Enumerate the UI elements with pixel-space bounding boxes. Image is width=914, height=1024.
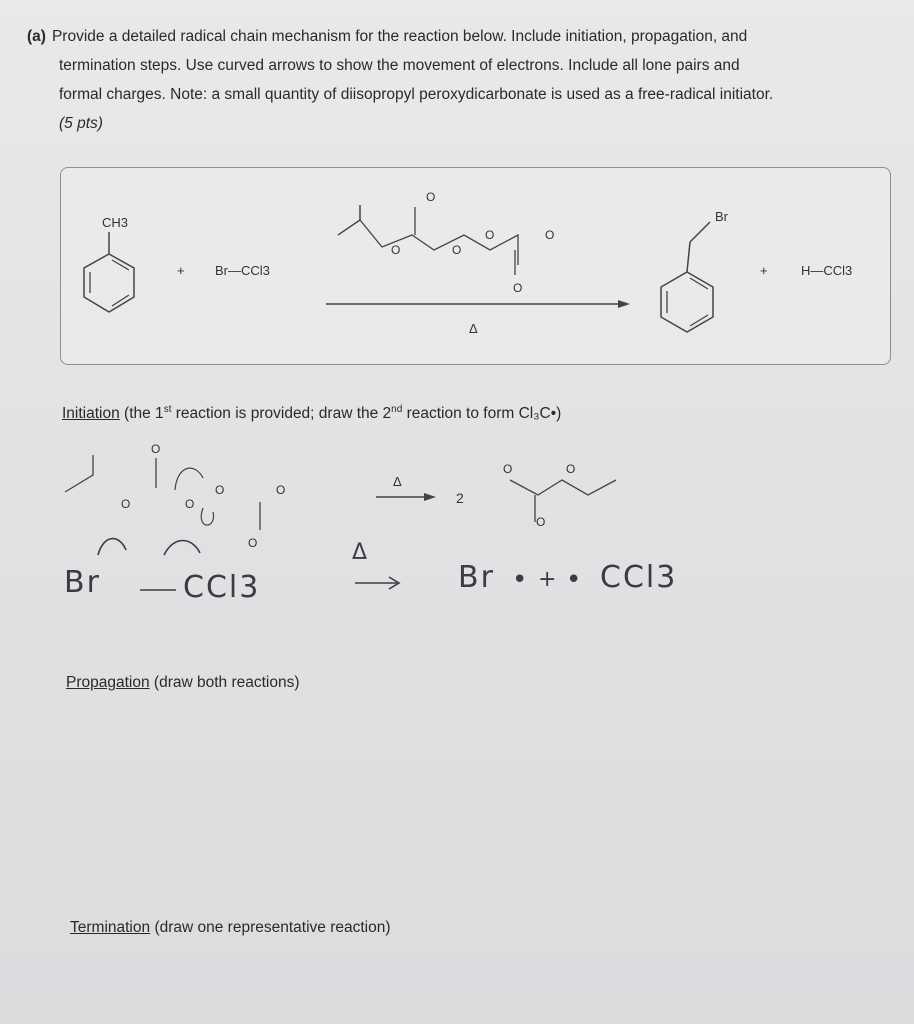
hand-br-reactant: Br — [64, 565, 101, 600]
peroxide-o-4: O — [545, 228, 555, 242]
hand-heat: Δ — [352, 540, 370, 565]
question-line-3: formal charges. Note: a small quantity of diisopropyl peroxydicarbonate is used as a free-radical initiator. — [59, 86, 774, 103]
initiation-heading: Initiation (the 1st reaction is provided; draw the 2nd reaction to form Cl₃C•) — [62, 404, 562, 423]
question-line-2: termination steps. Use curved arrows to show the movement of electrons. Include all lone pairs and — [59, 57, 740, 74]
h-ccl3-product: H—CCl3 — [801, 263, 853, 278]
termination-heading: Termination (draw one representative reaction) — [70, 919, 391, 936]
toluene-ch3-label: CH3 — [102, 215, 129, 230]
radical-o-1: O — [503, 462, 513, 476]
propagation-heading: Propagation (draw both reactions) — [66, 674, 300, 691]
plus-sign-1: + — [177, 263, 185, 278]
reaction-arrow — [326, 298, 631, 310]
initiation-heat: Δ — [393, 474, 402, 489]
hand-plus: + — [538, 567, 559, 592]
hand-br-product: Br — [458, 560, 495, 595]
peroxide-o-1: O — [391, 243, 401, 257]
br-ccl3-reagent: Br—CCl3 — [215, 263, 270, 278]
hand-radical-dot-br: • — [512, 565, 530, 595]
hand-ccl3-reactant: CCl3 — [183, 570, 261, 605]
handwritten-curved-arrows — [90, 535, 230, 575]
peroxide-o-bottom: O — [513, 281, 523, 295]
peroxide-o-2: O — [452, 243, 462, 257]
init-o-2: O — [185, 497, 195, 511]
init-o-4: O — [276, 483, 286, 497]
question-text-1: Provide a detailed radical chain mechanism for the reaction below. Include initiation, propagation, and — [51, 28, 748, 45]
heat-symbol: Δ — [469, 321, 478, 336]
initiation-coefficient: 2 — [456, 490, 464, 506]
peroxide-o-top: O — [426, 190, 436, 204]
init-o-top: O — [151, 442, 161, 456]
init-o-3: O — [215, 483, 225, 497]
benzyl-bromide-structure — [655, 222, 735, 342]
peroxide-o-3: O — [485, 228, 495, 242]
plus-sign-2: + — [760, 263, 768, 278]
init-o-bottom: O — [248, 536, 258, 550]
initiation-arrow — [376, 491, 436, 503]
hand-arrow — [355, 576, 405, 590]
hand-bond-line — [140, 588, 180, 592]
init-o-1: O — [121, 497, 131, 511]
hand-radical-dot-ccl3: • — [566, 565, 584, 595]
question-block — [27, 22, 887, 138]
question-points: (5 pts) — [59, 115, 103, 132]
question-label: (a) — [27, 28, 46, 45]
toluene-structure — [78, 232, 168, 332]
radical-o-2: O — [566, 462, 576, 476]
product-br-label: Br — [715, 209, 728, 224]
question-line-1 — [27, 22, 887, 51]
radical-o-bottom: O — [536, 515, 546, 529]
peroxydicarbonate-structure — [338, 195, 618, 295]
hand-ccl3-product: CCl3 — [600, 560, 678, 595]
